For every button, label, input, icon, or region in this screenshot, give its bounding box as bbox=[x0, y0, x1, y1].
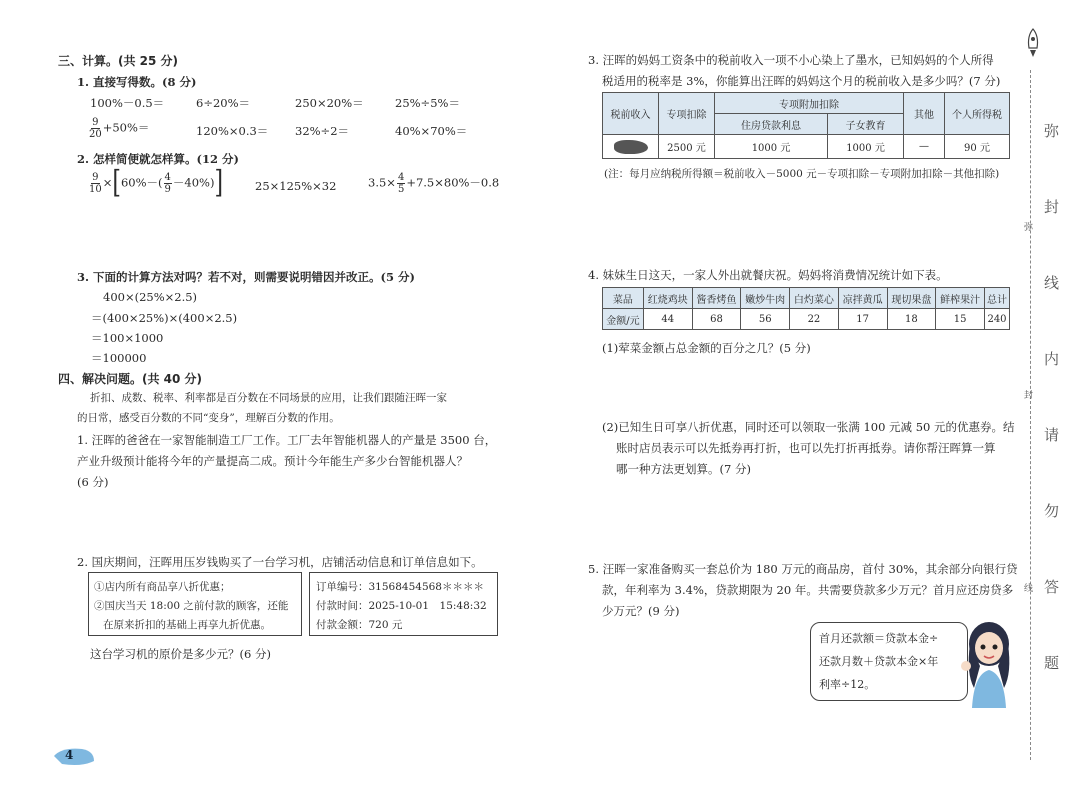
q3-label: 3. 下面的计算方法对吗？若不对，则需要说明错因并改正。(5 分) bbox=[77, 270, 415, 284]
menu-header-cell: 总计 bbox=[985, 288, 1010, 309]
seal-char: 答 bbox=[1044, 578, 1060, 596]
td-child-education: 1000 元 bbox=[828, 135, 904, 159]
order-info-box bbox=[309, 572, 498, 636]
seal-char: 勿 bbox=[1044, 502, 1060, 520]
ink-stain-cell bbox=[603, 135, 659, 159]
problem-5-line: 5. 汪晖一家准备购买一套总价为 180 万元的商品房，首付 30%，其余部分向银行贷 bbox=[588, 562, 1018, 576]
menu-value-cell: 56 bbox=[741, 309, 790, 330]
expression-1: $\frac{9}{10}$ ×[60%－( $\frac{4}{9}$ －40%)] bbox=[89, 165, 224, 201]
menu-header-cell: 菜品 bbox=[603, 288, 644, 309]
calc-item: 120%×0.3＝ bbox=[196, 124, 269, 138]
menu-value-cell: 22 bbox=[790, 309, 839, 330]
th-other: 其他 bbox=[904, 93, 945, 135]
td-special: 2500 元 bbox=[659, 135, 715, 159]
menu-value-cell: 金额/元 bbox=[603, 309, 644, 330]
hint-line: 利率÷12。 bbox=[819, 678, 876, 691]
tax-note: (注：每月应纳税所得额＝税前收入－5000 元－专项扣除－专项附加扣除－其他扣除) bbox=[604, 168, 1000, 180]
hint-line: 首月还款额＝贷款本金÷ bbox=[819, 632, 939, 645]
calc-item-fraction: $\frac{9}{20}$ +50%＝ bbox=[89, 117, 150, 140]
rocket-icon bbox=[1024, 28, 1042, 58]
order-line: 付款时间：2025-10-01 15:48:32 bbox=[316, 600, 487, 612]
seal-char: 线 bbox=[1044, 274, 1060, 292]
page-number-badge bbox=[52, 745, 96, 767]
calc-item: 32%÷2＝ bbox=[295, 124, 350, 138]
problem-4-part-2-line: (2)已知生日可享八折优惠，同时还可以领取一张满 100 元减 50 元的优惠券。结 bbox=[602, 420, 1015, 434]
seal-char: 请 bbox=[1044, 426, 1060, 444]
menu-header-cell: 红烧鸡块 bbox=[643, 288, 692, 309]
page-badge-shape bbox=[52, 745, 96, 767]
problem-5-line: 少万元？(9 分) bbox=[602, 604, 680, 618]
menu-header-cell: 白灼菜心 bbox=[790, 288, 839, 309]
problem-4-text: 4. 妹妹生日这天，一家人外出就餐庆祝。妈妈将消费情况统计如下表。 bbox=[588, 268, 948, 282]
binding-mark: 线 bbox=[1024, 584, 1034, 594]
menu-value-cell: 68 bbox=[692, 309, 741, 330]
calc-item: 250×20%＝ bbox=[295, 96, 364, 110]
th-pre-tax: 税前收入 bbox=[603, 93, 659, 135]
problem-4-part-2-line: 账时店员表示可以先抵券再打折，也可以先打折再抵券。请你帮汪晖算一算 bbox=[616, 441, 996, 455]
menu-value-cell: 18 bbox=[887, 309, 936, 330]
order-line: 付款金额：720 元 bbox=[316, 619, 403, 631]
work-line: ＝100×1000 bbox=[91, 331, 164, 345]
calc-item: 25%÷5%＝ bbox=[395, 96, 460, 110]
menu-header-cell: 现切果盘 bbox=[887, 288, 936, 309]
th-child-education: 子女教育 bbox=[828, 114, 904, 135]
formula-hint-bubble bbox=[810, 622, 968, 701]
promo-line: ②国庆当天 18:00 之前付款的顾客，还能 bbox=[94, 600, 289, 612]
intro-line: 的日常，感受百分数的不同“变身”，理解百分数的作用。 bbox=[77, 412, 340, 424]
page-number: 4 bbox=[65, 748, 74, 762]
binding-line bbox=[1030, 70, 1031, 760]
menu-value-cell: 240 bbox=[985, 309, 1010, 330]
th-additional: 专项附加扣除 bbox=[715, 93, 904, 114]
promo-line: ①店内所有商品享八折优惠； bbox=[94, 581, 231, 593]
fraction: $\frac{9}{20}$ bbox=[89, 117, 102, 140]
menu-header-cell: 鲜榨果汁 bbox=[936, 288, 985, 309]
expression-2: 25×125%×32 bbox=[255, 179, 337, 193]
problem-4-part-1: (1)荤菜金额占总金额的百分之几？(5 分) bbox=[602, 341, 811, 355]
section-4-title: 四、解决问题。(共 40 分) bbox=[58, 372, 203, 386]
th-income-tax: 个人所得税 bbox=[945, 93, 1010, 135]
work-line: 400×(25%×2.5) bbox=[103, 290, 198, 304]
hint-line: 还款月数＋贷款本金×年 bbox=[819, 655, 939, 668]
problem-1-line: (6 分) bbox=[77, 475, 109, 489]
problem-1-line: 1. 汪晖的爸爸在一家智能制造工厂工作。工厂去年智能机器人的产量是 3500 台， bbox=[77, 433, 497, 447]
promo-line: 在原来折扣的基础上再享九折优惠。 bbox=[103, 619, 271, 631]
calc-item: 6÷20%＝ bbox=[196, 96, 251, 110]
td-other: — bbox=[904, 135, 945, 159]
problem-4-part-2-line: 哪一种方法更划算。(7 分) bbox=[616, 462, 751, 476]
seal-char: 封 bbox=[1044, 198, 1060, 216]
tax-table bbox=[602, 92, 1010, 159]
problem-3-line: 税适用的税率是 3%，你能算出汪晖的妈妈这个月的税前收入是多少吗？(7 分) bbox=[602, 74, 1001, 88]
promo-info-box bbox=[88, 572, 302, 636]
ink-stain bbox=[614, 140, 648, 154]
seal-char: 内 bbox=[1044, 350, 1060, 368]
q2-label: 2. 怎样简便就怎样算。(12 分) bbox=[77, 152, 239, 166]
seal-char: 弥 bbox=[1044, 122, 1060, 140]
menu-value-cell: 15 bbox=[936, 309, 985, 330]
problem-5-line: 款，年利率为 3.4%，贷款期限为 20 年。共需要贷款多少万元？首月应还房贷多 bbox=[602, 583, 1014, 597]
q1-label: 1. 直接写得数。(8 分) bbox=[77, 75, 197, 89]
problem-1-line: 产业升级预计能将今年的产量提高二成。预计今年能生产多少台智能机器人？ bbox=[77, 454, 468, 468]
section-3-title: 三、计算。(共 25 分) bbox=[58, 54, 179, 68]
th-housing-loan: 住房贷款利息 bbox=[715, 114, 828, 135]
td-income-tax: 90 元 bbox=[945, 135, 1010, 159]
problem-2-question: 这台学习机的原价是多少元？(6 分) bbox=[90, 647, 271, 661]
expression-3: 3.5× $\frac{4}{5}$ +7.5×80%－0.8 bbox=[368, 172, 500, 195]
menu-value-cell: 44 bbox=[643, 309, 692, 330]
problem-3-line: 3. 汪晖的妈妈工资条中的税前收入一项不小心染上了墨水，已知妈妈的个人所得 bbox=[588, 53, 994, 67]
menu-header-cell: 嫩炒牛肉 bbox=[741, 288, 790, 309]
order-line: 订单编号：31568454568＊＊＊＊ bbox=[316, 581, 484, 593]
girl-illustration bbox=[958, 618, 1020, 710]
binding-mark: 封 bbox=[1024, 391, 1034, 401]
binding-mark: 弥 bbox=[1024, 223, 1034, 233]
problem-2-text: 2. 国庆期间，汪晖用压岁钱购买了一台学习机，店铺活动信息和订单信息如下。 bbox=[77, 555, 483, 569]
menu-value-cell: 17 bbox=[838, 309, 887, 330]
calc-item: 100%－0.5＝ bbox=[90, 96, 165, 110]
menu-header-cell: 凉拌黄瓜 bbox=[838, 288, 887, 309]
menu-table bbox=[602, 287, 1010, 330]
work-line: ＝100000 bbox=[91, 351, 147, 365]
menu-header-cell: 酱香烤鱼 bbox=[692, 288, 741, 309]
intro-line: 折扣、成数、税率、利率都是百分数在不同场景的应用，让我们跟随汪晖一家 bbox=[90, 392, 447, 404]
td-housing-loan: 1000 元 bbox=[715, 135, 828, 159]
work-line: ＝(400×25%)×(400×2.5) bbox=[91, 311, 238, 325]
th-special: 专项扣除 bbox=[659, 93, 715, 135]
seal-char: 题 bbox=[1044, 654, 1060, 672]
calc-item: 40%×70%＝ bbox=[395, 124, 468, 138]
